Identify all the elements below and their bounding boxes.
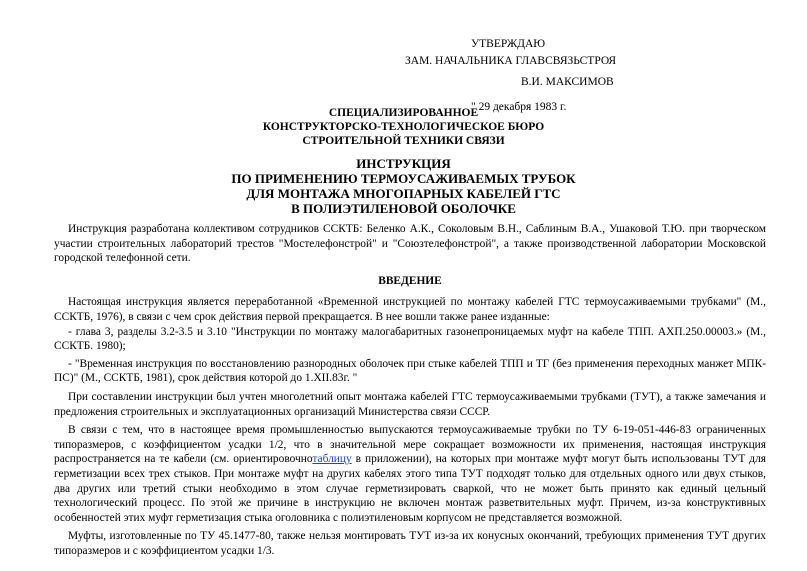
organization-line-3: СТРОИТЕЛЬНОЙ ТЕХНИКИ СВЯЗИ xyxy=(302,135,505,147)
paragraph-1: Настоящая инструкция является переработанной «Временной инструкцией по монтажу кабелей ГТС термоусаживаемыми трубками" (М., ССКТБ, 1976), в связи с чем срок действия первой прекращается. В нее вошли также ранее изданные: xyxy=(54,296,766,323)
approval-signatory: В.И. МАКСИМОВ xyxy=(521,76,614,88)
organization-line-1: СПЕЦИАЛИЗИРОВАННОЕ xyxy=(328,107,479,119)
organization-line-2: КОНСТРУКТОРСКО-ТЕХНОЛОГИЧЕСКОЕ БЮРО xyxy=(262,121,545,133)
title-line-1: ИНСТРУКЦИЯ xyxy=(356,156,451,171)
approval-block xyxy=(405,36,765,116)
paragraph-2: - глава 3, разделы 3.2-3.5 и 3.10 "Инструкции по монтажу малогабаритных газонепроницаемых муфт на кабеле ТПП. АХП.250.00003.» (М., ССКТБ. 1980); xyxy=(54,325,766,353)
approval-position: ЗАМ. НАЧАЛЬНИКА ГЛАВСВЯЗЬСТРОЯ xyxy=(405,55,617,67)
document-body xyxy=(54,222,766,558)
organization-block xyxy=(0,106,807,148)
paragraph-3: - "Временная инструкция по восстановлению разнородных оболочек при стыке кабелей ТПП и ТГ (без применения переходных манжет МПК-ПС)" (М., ССКТБ, 1981), срок действия которой до 1.XII.83г. " xyxy=(54,357,766,385)
intro-paragraph: Инструкция разработана коллективом сотрудников ССКТБ: Беленко А.К., Соколовым В.Н., Саблиным В.А., Ушаковой Т.Ю. при творческом участии строительных лабораторий трестов "Мостелефонстрой" и "Союзтелефонстрой", а также производственной лаборатории Московской городской телефонной сети. xyxy=(54,223,766,265)
paragraph-5-start: В связи с тем, что в настоящее время промышленностью выпускаются термоусаживаемые трубки по ТУ 6-19-051-446-83 ограниченных типоразмеров, с коэффициентом усадки 1/2, что в значительной мере сокращает возможности их применения, настоящая инструкция распространяется на те кабели (см. ориентировочно xyxy=(54,424,766,466)
table-link[interactable]: таблицу xyxy=(312,453,352,466)
document-title xyxy=(0,156,807,216)
paragraph-6: Муфты, изготовленные по ТУ 45.1477-80, также нельзя монтировать ТУТ из-за их конусных окончаний, требующих применения ТУТ других типоразмеров и с коэффициентом усадки 1/3. xyxy=(54,530,766,557)
title-line-4: В ПОЛИЭТИЛЕНОВОЙ ОБОЛОЧКЕ xyxy=(291,201,516,216)
paragraph-4: При составлении инструкции был учтен многолетний опыт монтажа кабелей ГТС термоусаживаемыми трубками (ТУТ), а также замечания и предложения строительных и эксплуатационных организаций Министерства связи СССР. xyxy=(54,390,766,418)
title-line-3: ДЛЯ МОНТАЖА МНОГОПАРНЫХ КАБЕЛЕЙ ГТС xyxy=(246,186,561,201)
approval-heading: УТВЕРЖДАЮ xyxy=(471,38,546,50)
section-heading: ВВЕДЕНИЕ xyxy=(378,274,442,287)
approval-date: " 29 декабря 1983 г. xyxy=(471,101,567,113)
title-line-2: ПО ПРИМЕНЕНИЮ ТЕРМОУСАЖИВАЕМЫХ ТРУБОК xyxy=(231,171,576,186)
paragraph-5-end: в приложении), на которых при монтаже муфт могут быть использованы ТУТ для герметизации всех трех стыков. При монтаже муфт на других кабелях этого типа ТУТ подходят только для отдельных одного или двух стыков, два других или третий стыки необходимо в этом случае герметизировать сваркой, что не может быть принято как единый цельный технологический процесс. По этой же причине в инструкцию не включен монтаж разветвительных муфт. Причем, из-за конструктивных особенностей этих муфт герметизация стыка оголовника с полиэтиленовым корпусом не представляется возможной. xyxy=(54,453,767,524)
paragraph-5 xyxy=(54,423,766,525)
